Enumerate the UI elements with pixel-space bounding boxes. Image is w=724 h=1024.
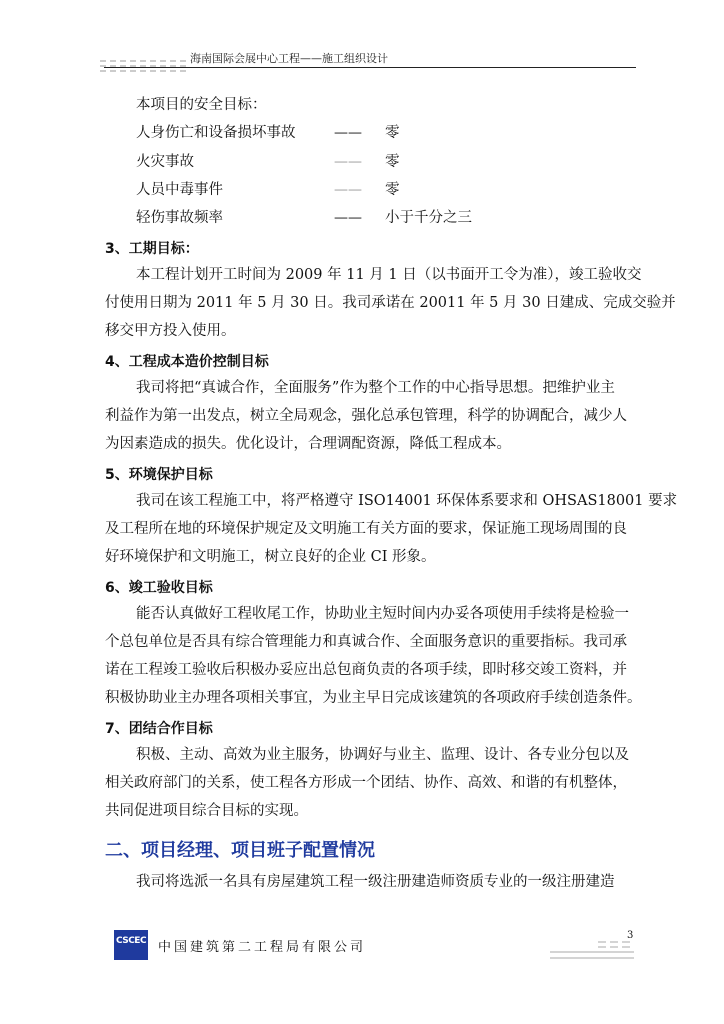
body-line: 付使用日期为 2011 年 5 月 30 日。我司承诺在 20011 年 5 月 30 日建成、完成交验并	[105, 295, 676, 311]
body-line: 我司在该工程施工中，将严格遵守 ISO14001 环保体系要求和 OHSAS18001 要求	[136, 493, 678, 509]
body-line: 积极、主动、高效为业主服务，协调好与业主、监理、设计、各专业分包以及	[136, 747, 629, 763]
safety-row-label: 人员中毒事件	[136, 182, 223, 198]
body-line: 本工程计划开工时间为 2009 年 11 月 1 日（以书面开工令为准），竣工验收交	[136, 267, 642, 283]
section-heading: 3、工期目标：	[105, 241, 199, 257]
body-line: 为因素造成的损失。优化设计，合理调配资源，降低工程成本。	[105, 436, 511, 452]
body-line: 能否认真做好工程收尾工作，协助业主短时间内办妥各项使用手续将是检验一	[136, 606, 629, 622]
header-rule	[104, 67, 636, 68]
page-number: 3	[627, 930, 634, 941]
safety-row-value: 零	[385, 125, 400, 141]
safety-row-dash: ——	[334, 182, 362, 198]
section-heading: 4、工程成本造价控制目标	[105, 354, 269, 370]
header-title: 海南国际会展中心工程——施工组织设计	[190, 52, 388, 65]
section-heading: 6、竣工验收目标	[105, 580, 213, 596]
body-line: 我司将选派一名具有房屋建筑工程一级注册建造师资质专业的一级注册建造	[136, 874, 615, 890]
safety-row-dash: ——	[334, 210, 362, 226]
body-line: 共同促进项目综合目标的实现。	[105, 803, 308, 819]
body-line: 相关政府部门的关系，使工程各方形成一个团结、协作、高效、和谐的有机整体，	[105, 775, 627, 791]
footer-decoration-icon	[548, 938, 634, 966]
safety-row-value: 小于千分之三	[385, 210, 472, 226]
safety-row-label: 轻伤事故频率	[136, 210, 223, 226]
body-line: 及工程所在地的环境保护规定及文明施工有关方面的要求，保证施工现场周围的良	[105, 521, 627, 537]
header-decoration-icon	[98, 58, 190, 74]
body-line: 积极协助业主办理各项相关事宜，为业主早日完成该建筑的各项政府手续创造条件。	[105, 690, 642, 706]
safety-row-dash: ——	[334, 125, 362, 141]
body-line: 利益作为第一出发点，树立全局观念，强化总承包管理，科学的协调配合，减少人	[105, 408, 627, 424]
safety-row-dash: ——	[334, 154, 362, 170]
chapter-heading: 二、项目经理、项目班子配置情况	[105, 840, 375, 861]
body-line: 移交甲方投入使用。	[105, 323, 236, 339]
body-line: 诺在工程竣工验收后积极办妥应出总包商负责的各项手续，即时移交竣工资料，并	[105, 662, 627, 678]
section-heading: 5、环境保护目标	[105, 467, 213, 483]
section-heading: 7、团结合作目标	[105, 721, 213, 737]
footer-company-name: 中国建筑第二工程局有限公司	[158, 940, 367, 955]
company-logo-text: CSCEC	[115, 936, 147, 946]
body-line: 好环境保护和文明施工，树立良好的企业 CI 形象。	[105, 549, 436, 565]
safety-row-value: 零	[385, 154, 400, 170]
body-line: 我司将把“真诚合作，全面服务”作为整个工作的中心指导思想。把维护业主	[136, 380, 615, 396]
safety-intro: 本项目的安全目标：	[136, 97, 267, 113]
body-line: 个总包单位是否具有综合管理能力和真诚合作、全面服务意识的重要指标。我司承	[105, 634, 627, 650]
safety-row-label: 火灾事故	[136, 154, 194, 170]
safety-row-label: 人身伤亡和设备损坏事故	[136, 125, 296, 141]
safety-row-value: 零	[385, 182, 400, 198]
